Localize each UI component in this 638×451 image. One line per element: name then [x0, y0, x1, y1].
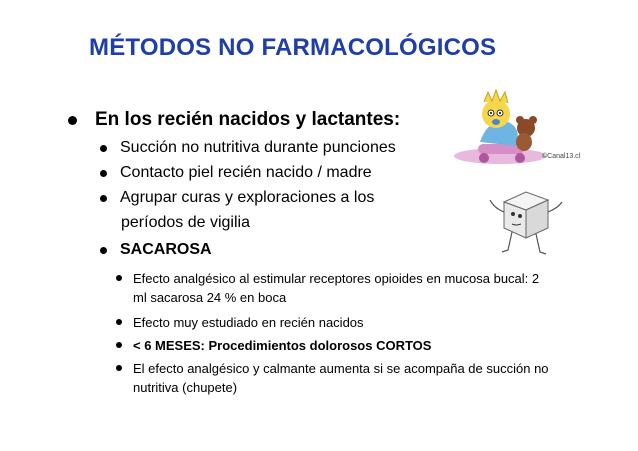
- sacarosa-heading-text: SACAROSA: [120, 241, 212, 258]
- sacarosa-item: [116, 336, 556, 355]
- sub-bullet: [100, 189, 374, 207]
- bullet-dot: [116, 342, 122, 348]
- sacarosa-item-text: Efecto muy estudiado en recién nacidos: [133, 315, 364, 330]
- sacarosa-heading: [100, 241, 212, 259]
- sub-bullet-text: Succión no nutritiva durante punciones: [120, 139, 396, 156]
- sub-bullet: [100, 164, 372, 182]
- bullet-dot: [68, 116, 77, 125]
- sacarosa-item-text: El efecto analgésico y calmante aumenta si se acompaña de succión no nutritiva (chupete): [133, 361, 549, 395]
- slide-title: MÉTODOS NO FARMACOLÓGICOS: [89, 34, 497, 61]
- sacarosa-item: [116, 359, 556, 397]
- sub-bullet-continuation: períodos de vigilia: [121, 214, 250, 231]
- sacarosa-item-text: Efecto analgésico al estimular receptores opioides en mucosa bucal: 2 ml sacarosa 24 % en boca: [133, 271, 540, 305]
- sacarosa-item-text: < 6 MESES: Procedimientos dolorosos CORTOS: [133, 338, 432, 353]
- bullet-dot: [100, 170, 107, 177]
- bullet-dot: [100, 195, 107, 202]
- main-bullet-text: En los recién nacidos y lactantes:: [95, 109, 401, 130]
- image-caption: ©Canal13.cl: [542, 153, 581, 160]
- bullet-dot: [100, 247, 107, 254]
- baby-cartoon-icon: [450, 88, 590, 170]
- main-bullet: [68, 109, 400, 131]
- sub-bullet-text: Contacto piel recién nacido / madre: [120, 164, 372, 181]
- bullet-dot: [116, 319, 122, 325]
- sub-bullet: [100, 139, 396, 157]
- bullet-dot: [100, 145, 107, 152]
- sugar-cube-icon: [486, 178, 566, 262]
- sub-bullet-text: Agrupar curas y exploraciones a los: [120, 189, 375, 206]
- bullet-dot: [116, 365, 122, 371]
- sacarosa-item: [116, 313, 556, 332]
- bullet-dot: [116, 275, 122, 281]
- sacarosa-item: [116, 269, 556, 307]
